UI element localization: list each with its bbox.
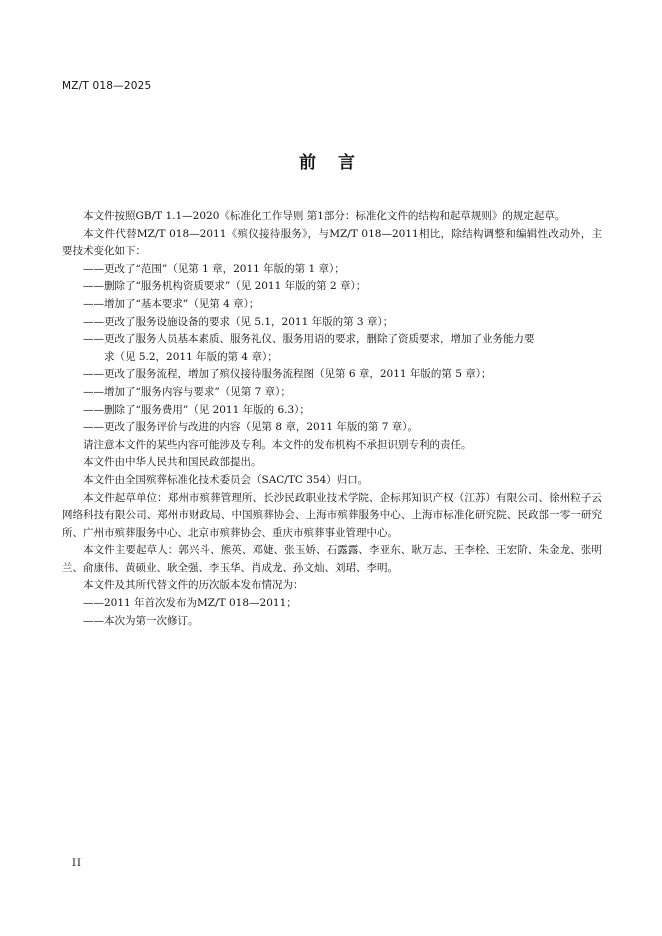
list-item-line: ——更改了服务人员基本素质、服务礼仪、服务用语的要求，删除了资质要求，增加了业务能力要: [83, 333, 535, 346]
paragraph-history-intro: 本文件及其所代替文件的历次版本发布情况为：: [83, 579, 304, 592]
paragraph-drafters: 本文件主要起草人：郭兴斗、熊英、邓婕、张玉娇、石露露、李亚东、耿万志、王李栓、王宏阶、朱金龙、张明兰、俞康伟、黄硕业、耿全强、李玉华、肖成龙、孙文灿、刘珺、李明。: [62, 544, 602, 574]
list-item: ——2011 年首次发布为MZ/T 018—2011；: [83, 597, 297, 610]
page-title: 前 言: [299, 153, 363, 173]
list-item: ——本次为第一次修订。: [83, 614, 199, 627]
paragraph-patent-notice: 请注意本文件的某些内容可能涉及专利。本文件的发布机构不承担识别专利的责任。: [83, 438, 472, 451]
paragraph-committee: 本文件由全国殡葬标准化技术委员会（SAC/TC 354）归口。: [83, 473, 369, 486]
paragraph-proposer: 本文件由中华人民共和国民政部提出。: [83, 456, 262, 469]
paragraph-drafting-rules: 本文件按照GB/T 1.1—2020《标准化工作导则 第1部分：标准化文件的结构和起草规则》的规定起草。: [83, 210, 566, 222]
list-item-continuation: 求（见 5.2，2011 年版的第 4 章）；: [104, 350, 278, 363]
list-item: ——更改了服务评价与改进的内容（见第 8 章，2011 年版的第 7 章）。: [83, 421, 419, 434]
list-item: ——更改了服务流程，增加了殡仪接待服务流程图（见第 6 章，2011 年版的第 5 章）；: [83, 368, 492, 381]
list-item: ——删除了“服务费用”（见 2011 年版的 6.3）；: [83, 403, 310, 416]
list-item: ——更改了服务设施设备的要求（见 5.1，2011 年版的第 3 章）；: [83, 315, 394, 328]
list-item: ——更改了“范围”（见第 1 章，2011 年版的第 1 章）；: [83, 262, 345, 275]
paragraph-drafting-units: 本文件起草单位：郑州市殡葬管理所、长沙民政职业技术学院、企标邦知识产权（江苏）有限公司、徐州粒子云网络科技有限公司、郑州市财政局、中国殡葬协会、上海市殡葬服务中心、上海市标准化研究院、民政部一零一研究所、广州市殡葬服务中心、北京市殡葬协会、重庆市殡葬事业管理中心。: [62, 491, 602, 539]
standard-code: MZ/T 018—2025: [62, 80, 152, 92]
foreword-body: [62, 208, 602, 630]
page-number: II: [72, 858, 82, 869]
list-item: [62, 331, 602, 366]
list-item: ——增加了“基本要求”（见第 4 章）；: [83, 297, 260, 310]
paragraph-replacement: 本文件代替MZ/T 018—2011《殡仪接待服务》，与MZ/T 018—2011相比，除结构调整和编辑性改动外，主要技术变化如下：: [62, 227, 602, 258]
list-item: ——删除了“服务机构资质要求”（见 2011 年版的第 2 章）；: [83, 280, 367, 293]
list-item: ——增加了“服务内容与要求”（见第 7 章）；: [83, 385, 291, 398]
